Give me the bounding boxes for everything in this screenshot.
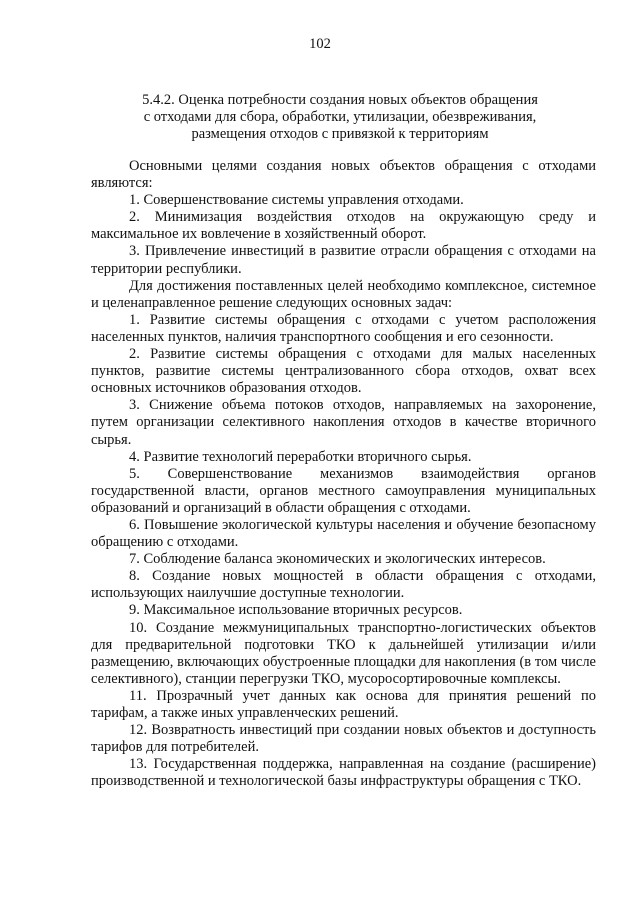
heading-line: с отходами для сбора, обработки, утилизации, обезвреживания, (143, 109, 537, 126)
task-item-2: 2. Развитие системы обращения с отходами для малых населенных пунктов, развитие системы централизованного сбора отходов, охват всех основных источников образования отходов. (91, 346, 596, 397)
heading-line: размещения отходов с привязкой к территориям (191, 126, 489, 143)
task-item-8: 8. Создание новых мощностей в области обращения с отходами, использующих наилучшие доступные технологии. (91, 568, 596, 602)
tasks-intro-paragraph: Для достижения поставленных целей необходимо комплексное, системное и целенаправленное решение следующих основных задач: (91, 277, 596, 311)
intro-paragraph: Основными целями создания новых объектов обращения с отходами являются: (91, 158, 596, 192)
goal-item-2: 2. Минимизация воздействия отходов на окружающую среду и максимальное их вовлечение в хозяйственный оборот. (91, 209, 596, 243)
page-number: 102 (309, 36, 331, 52)
task-item-10: 10. Создание межмуниципальных транспортно-логистических объектов для предварительной подготовки ТКО к дальнейшей утилизации и/или размещению, включающих обустроенные площадки для накопления (в том числе селективного), станции перегрузки ТКО, мусоросортировочные комплексы. (91, 619, 596, 687)
section-heading (90, 92, 590, 144)
task-item-12: 12. Возвратность инвестиций при создании новых объектов и доступность тарифов для потребителей. (91, 722, 596, 756)
task-item-3: 3. Снижение объема потоков отходов, направляемых на захоронение, путем организации селективного накопления отходов в качестве вторичного сырья. (91, 397, 596, 448)
goal-item-1: 1. Совершенствование системы управления отходами. (129, 192, 464, 209)
task-item-6: 6. Повышение экологической культуры населения и обучение безопасному обращению с отходами. (91, 516, 596, 551)
task-item-7: 7. Соблюдение баланса экономических и экологических интересов. (129, 551, 546, 568)
task-item-13: 13. Государственная поддержка, направленная на создание (расширение) производственной и технологической базы инфраструктуры обращения с ТКО. (91, 756, 596, 790)
goal-item-3: 3. Привлечение инвестиций в развитие отрасли обращения с отходами на территории республики. (91, 243, 596, 277)
heading-line: 5.4.2. Оценка потребности создания новых объектов обращения (142, 92, 538, 108)
body-text (91, 158, 596, 790)
task-item-1: 1. Развитие системы обращения с отходами с учетом расположения населенных пунктов, наличия транспортного сообщения и его сезонности. (91, 311, 596, 345)
task-item-4: 4. Развитие технологий переработки вторичного сырья. (129, 448, 472, 465)
task-item-11: 11. Прозрачный учет данных как основа для принятия решений по тарифам, а также иных управленческих решений. (91, 687, 596, 721)
task-item-9: 9. Максимальное использование вторичных ресурсов. (129, 602, 463, 619)
task-item-5: 5. Совершенствование механизмов взаимодействия органов государственной власти, органов местного самоуправления муниципальных образований и организаций в области обращения с отходами. (91, 465, 596, 516)
